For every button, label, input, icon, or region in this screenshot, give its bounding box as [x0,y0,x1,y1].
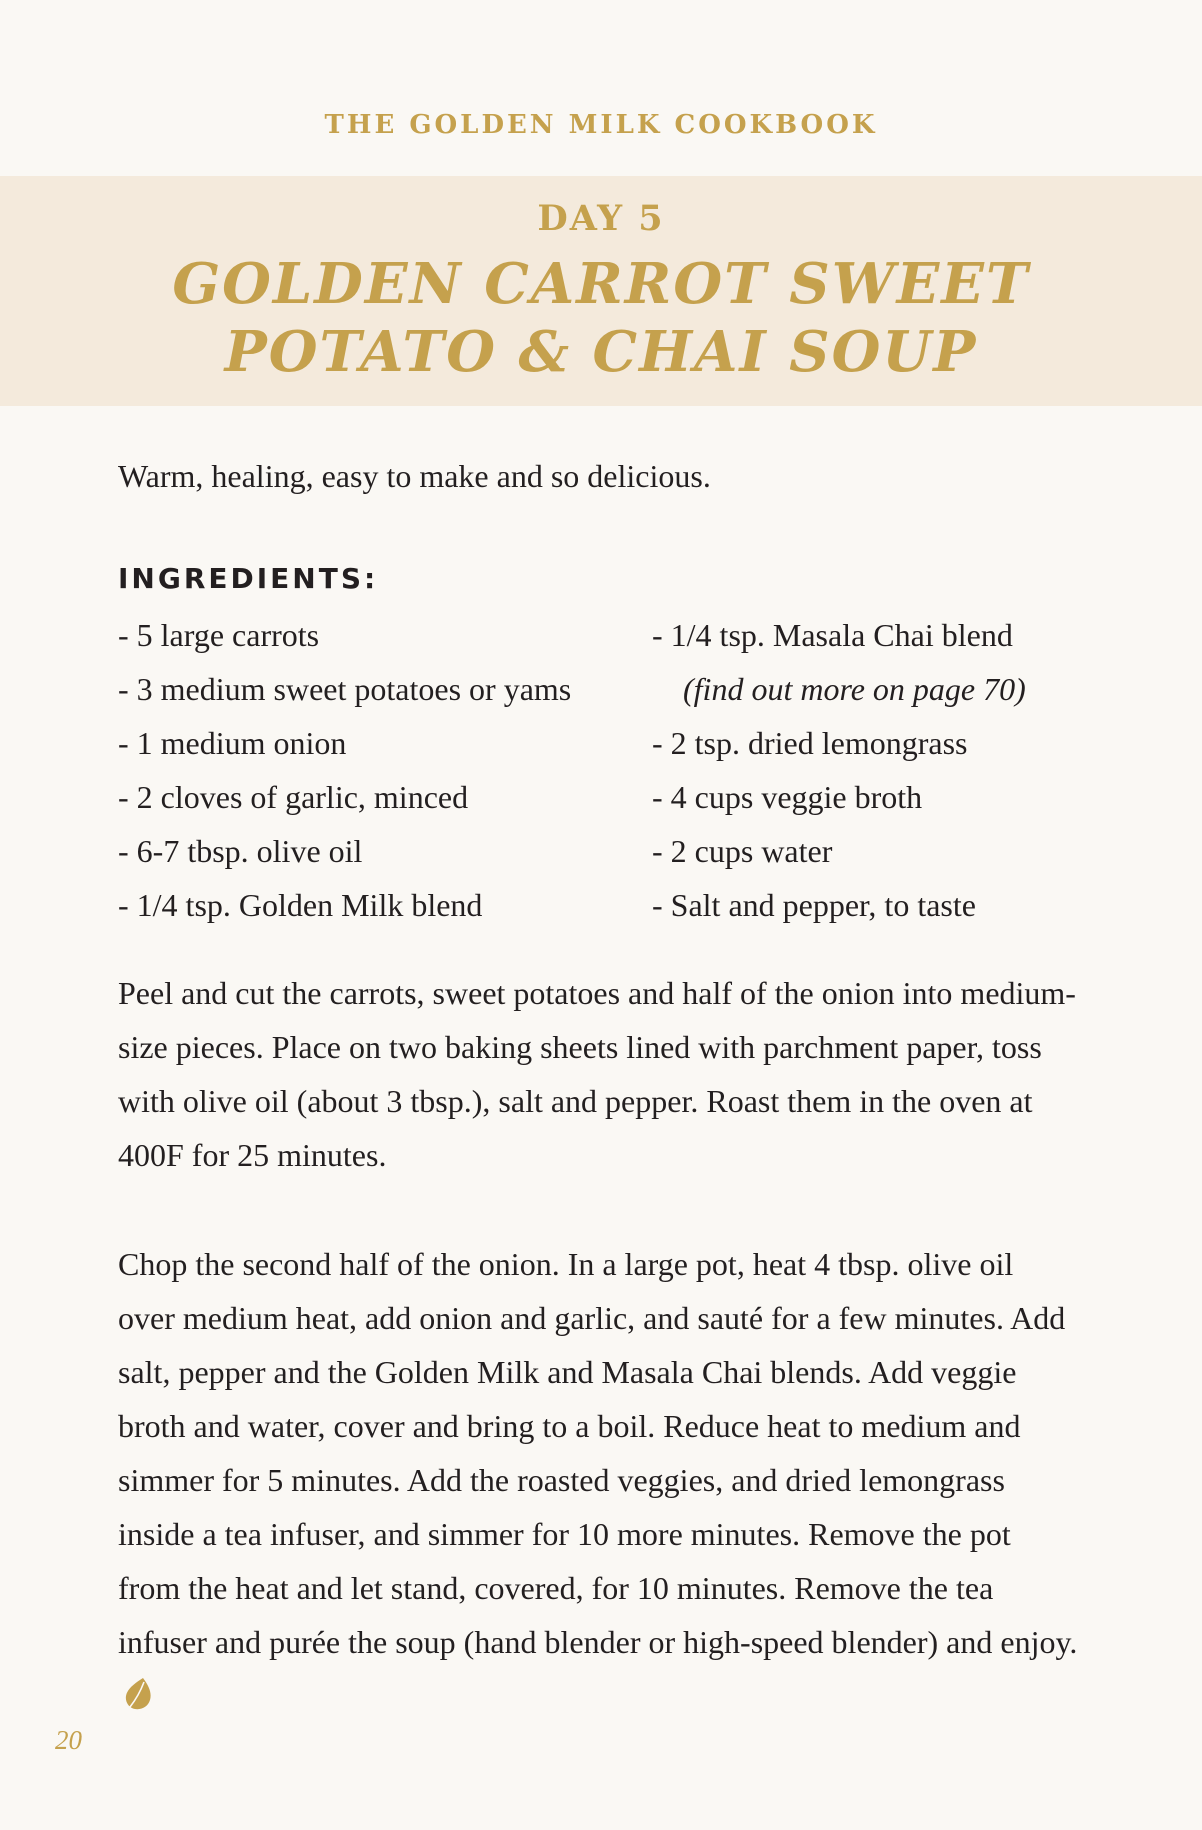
ingredient-item: - 1/4 tsp. Golden Milk blend [118,887,483,923]
ingredient-item: - 3 medium sweet potatoes or yams [118,671,572,707]
ingredient-item: - 2 cloves of garlic, minced [118,779,469,815]
ingredient-item: - 5 large carrots [118,617,320,653]
ingredients-list-left [118,612,571,936]
recipe-title-line-1: GOLDEN CARROT SWEET [172,251,1030,317]
ingredient-item: - 2 cups water [652,833,833,869]
recipe-intro: Warm, healing, easy to make and so delicious. [118,458,711,494]
ingredient-item: - 4 cups veggie broth [652,779,923,815]
instructions-paragraph-1: Peel and cut the carrots, sweet potatoes and half of the onion into medium-size pieces. Place on two baking sheets lined with parchment paper, toss with olive oil (about 3 tbsp.), salt and pepper. Roast them in the oven at 400F for 25 minutes. [118,975,1076,1173]
ingredients-list-right [652,612,1026,936]
ingredient-item: - 1/4 tsp. Masala Chai blend [652,617,1013,653]
recipe-title-line-2: POTATO & CHAI SOUP [224,319,978,385]
page-number: 20 [55,1725,82,1755]
instructions-paragraph-2-text: Chop the second half of the onion. In a large pot, heat 4 tbsp. olive oil over medium heat, add onion and garlic, and sauté for a few minutes. Add salt, pepper and the Golden Milk and Masala Chai blends. Add veggie broth and water, cover and bring to a boil. Reduce heat to medium and simmer for 5 minutes. Add the roasted veggies, and dried lemongrass inside a tea infuser, and simmer for 10 more minutes. Remove the pot from the heat and let stand, covered, for 10 minutes. Remove the tea infuser and purée the soup (hand blender or high-speed blender) and enjoy. [118,1246,1078,1660]
ingredient-note [652,666,1026,720]
instructions-paragraph-2 [118,1237,1078,1723]
book-title: THE GOLDEN MILK COOKBOOK [324,110,878,140]
day-label: DAY 5 [537,198,665,239]
ingredients-heading: INGREDIENTS: [118,562,379,595]
page-reference-note: (find out more on page 70) [683,671,1026,707]
ingredient-item: - 1 medium onion [118,725,347,761]
ingredient-item: - Salt and pepper, to taste [652,887,976,923]
leaf-drop-icon [124,1677,152,1711]
ingredient-item: - 2 tsp. dried lemongrass [652,725,968,761]
ingredient-item: - 6-7 tbsp. olive oil [118,833,363,869]
recipe-title [0,250,1202,386]
